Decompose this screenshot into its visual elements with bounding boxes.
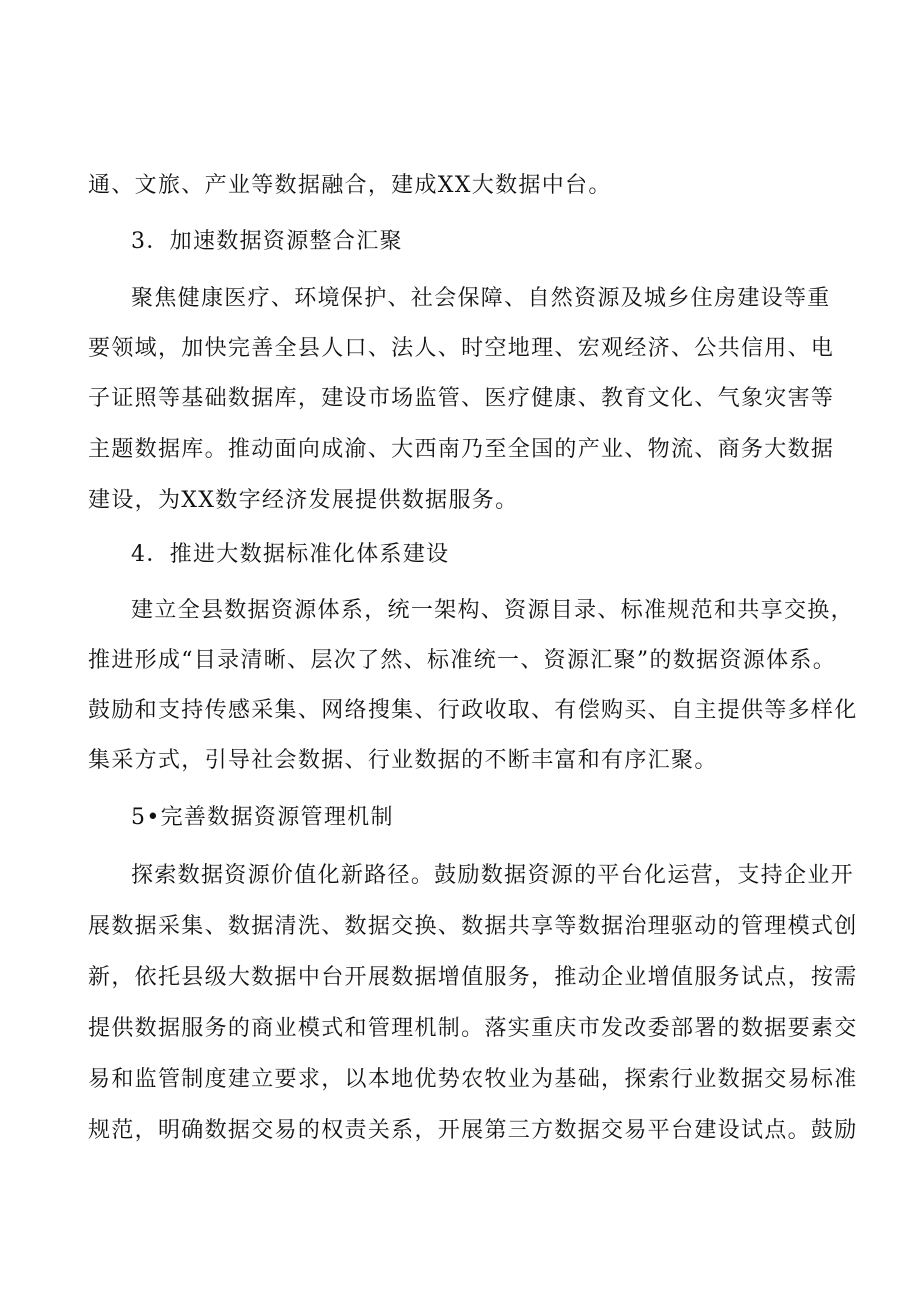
- paragraph-line: 要领域，加快完善全县人口、法人、时空地理、宏观经济、公共信用、电: [88, 336, 835, 361]
- paragraph-line: 子证照等基础数据库，建设市场监管、医疗健康、教育文化、气象灾害等: [88, 386, 835, 411]
- section-heading: 5•完善数据资源管理机制: [131, 805, 394, 830]
- paragraph-line: 探索数据资源价值化新路径。鼓励数据资源的平台化运营，支持企业开: [131, 863, 854, 888]
- paragraph-line: 新，依托县级大数据中台开展数据增值服务，推动企业增值服务试点，按需: [88, 965, 858, 990]
- paragraph-line: 规范，明确数据交易的权责关系，开展第三方数据交易平台建设试点。鼓励: [88, 1118, 858, 1143]
- paragraph-line: 建设，为XX数字经济发展提供数据服务。: [88, 488, 519, 513]
- paragraph-line: 通、文旅、产业等数据融合，建成XX大数据中台。: [88, 173, 612, 198]
- paragraph-line: 建立全县数据资源体系，统一架构、资源目录、标准规范和共享交换，: [131, 598, 854, 623]
- paragraph-line: 主题数据库。推动面向成渝、大西南乃至全国的产业、物流、商务大数据: [88, 437, 835, 462]
- paragraph-line: 展数据采集、数据清洗、数据交换、数据共享等数据治理驱动的管理模式创: [88, 914, 858, 939]
- section-heading: 4．推进大数据标准化体系建设: [131, 542, 450, 567]
- paragraph-line: 鼓励和支持传感采集、网络搜集、行政收取、有偿购买、自主提供等多样化: [88, 698, 858, 723]
- section-heading: 3．加速数据资源整合汇聚: [131, 229, 403, 254]
- paragraph-line: 推进形成“目录清晰、层次了然、标准统一、资源汇聚”的数据资源体系。: [88, 648, 837, 673]
- paragraph-line: 提供数据服务的商业模式和管理机制。落实重庆市发改委部署的数据要素交: [88, 1016, 858, 1041]
- paragraph-line: 易和监管制度建立要求，以本地优势农牧业为基础，探索行业数据交易标准: [88, 1067, 858, 1092]
- paragraph-line: 聚焦健康医疗、环境保护、社会保障、自然资源及城乡住房建设等重: [131, 286, 831, 311]
- paragraph-line: 集采方式，引导社会数据、行业数据的不断丰富和有序汇聚。: [88, 748, 718, 773]
